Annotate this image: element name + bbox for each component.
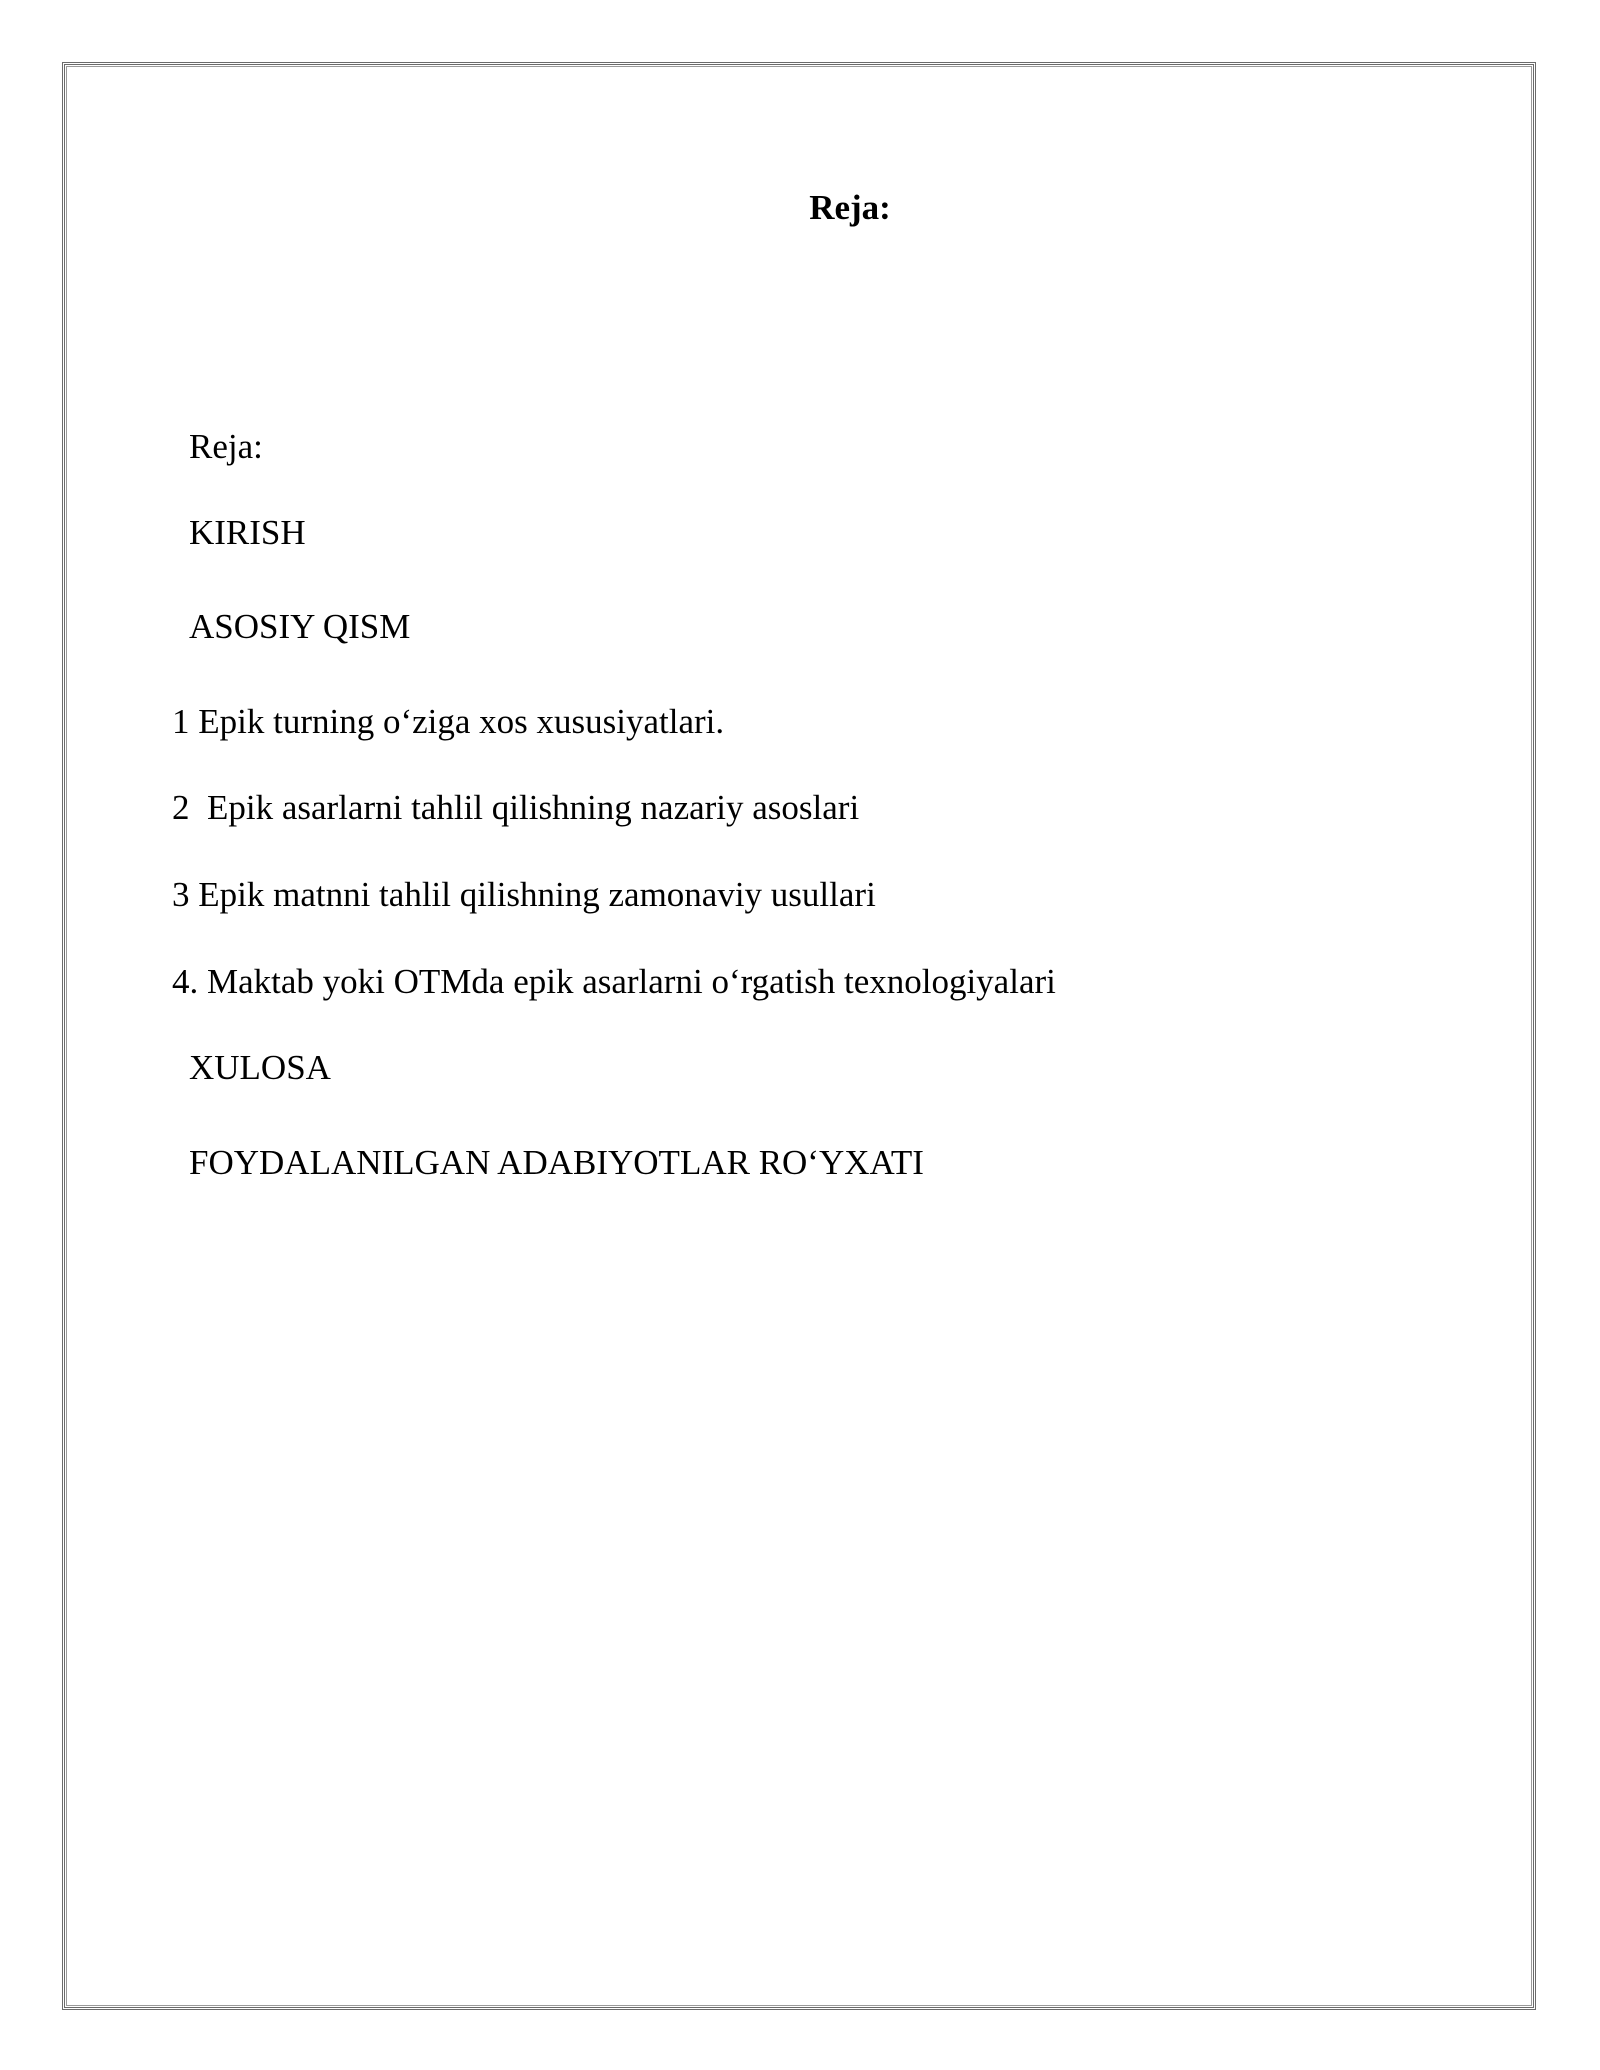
plan-item-main-part: ASOSIY QISM	[189, 607, 411, 646]
plan-item-4: 4. Maktab yoki OTMda epik asarlarni o‘rgatish texnologiyalari	[172, 962, 1056, 1001]
plan-item-3: 3 Epik matnni tahlil qilishning zamonaviy usullari	[172, 875, 876, 914]
page-title: Reja:	[809, 188, 891, 227]
plan-item-conclusion: XULOSA	[189, 1048, 331, 1087]
plan-item-1: 1 Epik turning o‘ziga xos xususiyatlari.	[172, 702, 725, 741]
plan-item-2: 2 Epik asarlarni tahlil qilishning nazariy asoslari	[172, 788, 860, 827]
plan-item-references: FOYDALANILGAN ADABIYOTLAR RO‘YXATI	[189, 1143, 924, 1182]
page-border-inner	[66, 66, 1532, 2006]
plan-item-introduction: KIRISH	[189, 513, 306, 552]
plan-heading: Reja:	[189, 427, 263, 466]
